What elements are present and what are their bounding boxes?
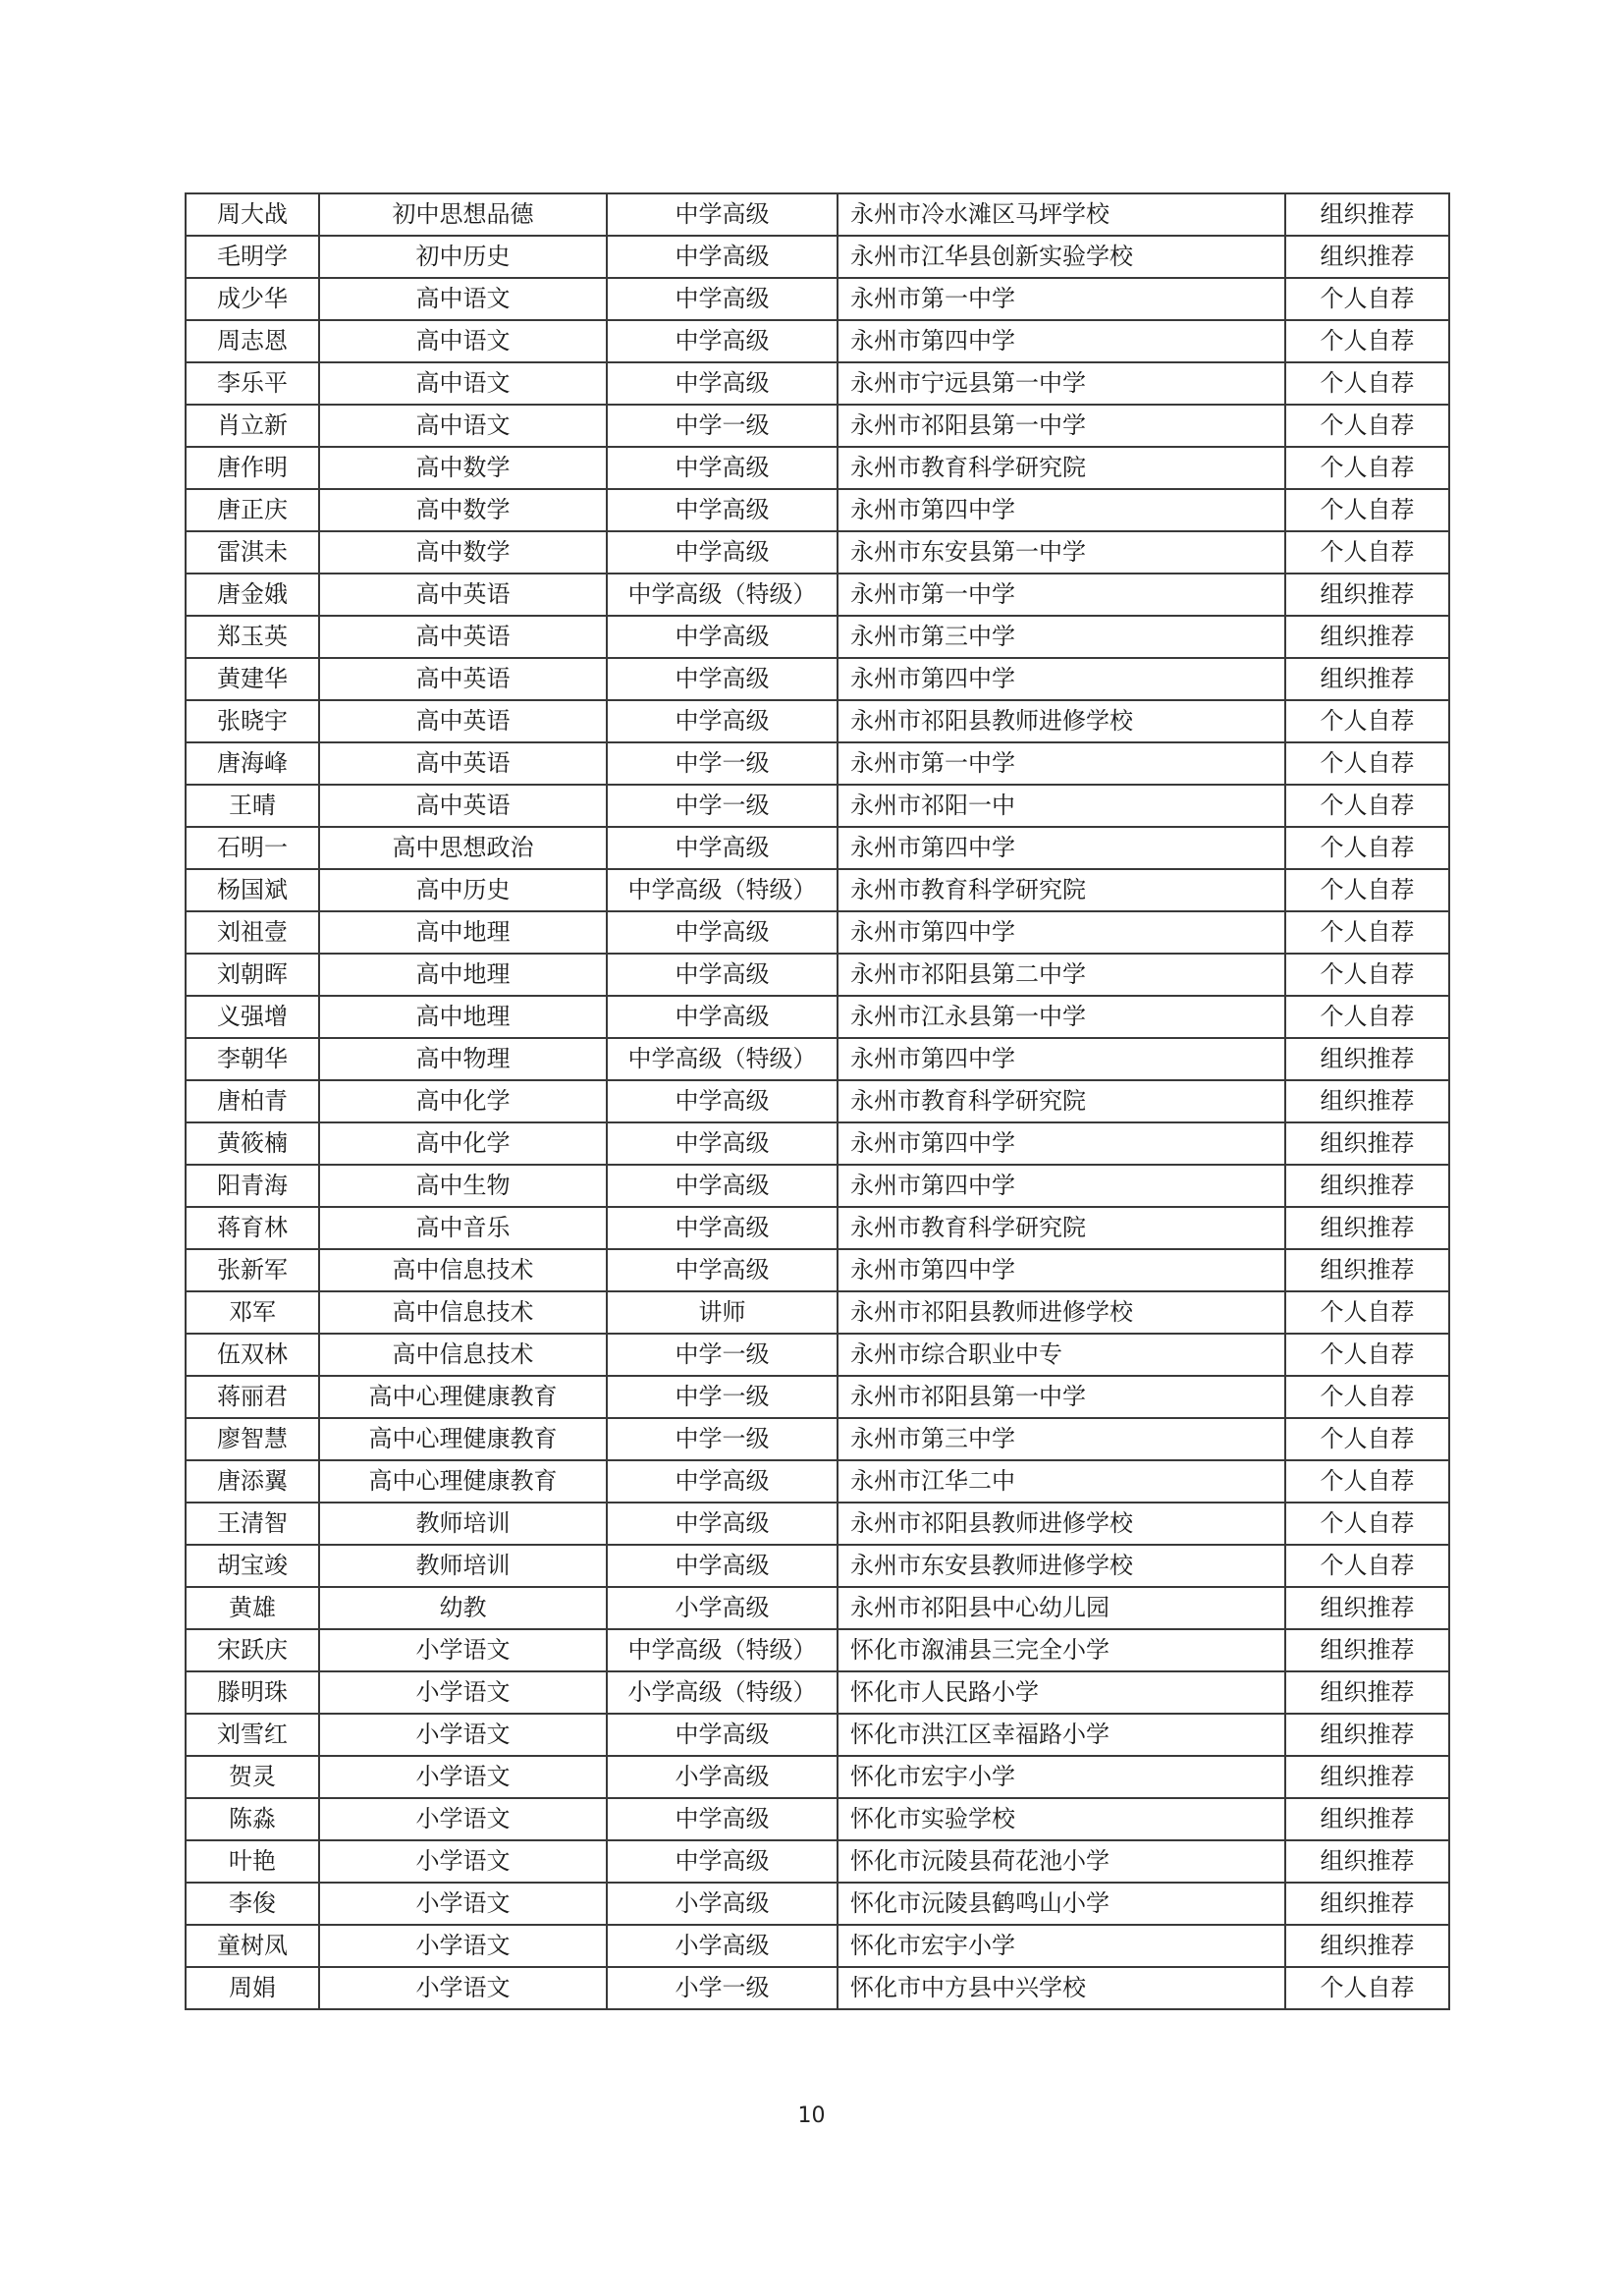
- cell-unit: 永州市祁阳县教师进修学校: [838, 1503, 1285, 1545]
- cell-type: 个人自荐: [1285, 1503, 1449, 1545]
- cell-unit: 永州市东安县教师进修学校: [838, 1545, 1285, 1587]
- cell-title: 中学高级: [607, 616, 838, 658]
- cell-name: 周志恩: [186, 320, 319, 362]
- cell-title: 小学一级: [607, 1967, 838, 2009]
- table-row: [186, 278, 1449, 320]
- table-row: [186, 1207, 1449, 1249]
- cell-subject: 教师培训: [319, 1545, 607, 1587]
- cell-unit: 怀化市人民路小学: [838, 1671, 1285, 1714]
- cell-subject: 小学语文: [319, 1714, 607, 1756]
- cell-subject: 高中数学: [319, 531, 607, 574]
- cell-name: 石明一: [186, 827, 319, 869]
- cell-unit: 怀化市沅陵县荷花池小学: [838, 1840, 1285, 1883]
- cell-title: 中学高级: [607, 1714, 838, 1756]
- cell-type: 个人自荐: [1285, 869, 1449, 911]
- table-row: [186, 1545, 1449, 1587]
- cell-title: 中学高级: [607, 996, 838, 1038]
- cell-subject: 小学语文: [319, 1840, 607, 1883]
- cell-name: 叶艳: [186, 1840, 319, 1883]
- cell-unit: 永州市祁阳县中心幼儿园: [838, 1587, 1285, 1629]
- cell-unit: 永州市第一中学: [838, 742, 1285, 785]
- cell-unit: 永州市冷水滩区马坪学校: [838, 193, 1285, 236]
- table-row: [186, 1925, 1449, 1967]
- cell-title: 中学高级（特级）: [607, 1038, 838, 1080]
- cell-name: 杨国斌: [186, 869, 319, 911]
- cell-name: 周大战: [186, 193, 319, 236]
- cell-unit: 永州市综合职业中专: [838, 1334, 1285, 1376]
- cell-unit: 永州市第三中学: [838, 616, 1285, 658]
- cell-title: 小学高级: [607, 1587, 838, 1629]
- cell-unit: 永州市第四中学: [838, 911, 1285, 954]
- cell-title: 中学一级: [607, 1334, 838, 1376]
- cell-subject: 小学语文: [319, 1883, 607, 1925]
- cell-title: 中学一级: [607, 1376, 838, 1418]
- cell-subject: 小学语文: [319, 1671, 607, 1714]
- cell-name: 邓军: [186, 1291, 319, 1334]
- table-row: [186, 785, 1449, 827]
- cell-type: 组织推荐: [1285, 1165, 1449, 1207]
- table-row: [186, 1376, 1449, 1418]
- cell-name: 李乐平: [186, 362, 319, 405]
- cell-title: 中学高级: [607, 193, 838, 236]
- cell-type: 个人自荐: [1285, 320, 1449, 362]
- cell-title: 中学高级: [607, 531, 838, 574]
- cell-title: 中学高级: [607, 658, 838, 700]
- cell-subject: 高中数学: [319, 489, 607, 531]
- table-row: [186, 616, 1449, 658]
- table-row: [186, 1249, 1449, 1291]
- cell-name: 伍双林: [186, 1334, 319, 1376]
- cell-title: 中学一级: [607, 785, 838, 827]
- cell-title: 中学高级: [607, 447, 838, 489]
- cell-title: 中学高级: [607, 489, 838, 531]
- cell-title: 中学高级: [607, 827, 838, 869]
- cell-unit: 怀化市宏宇小学: [838, 1756, 1285, 1798]
- cell-type: 个人自荐: [1285, 700, 1449, 742]
- cell-type: 个人自荐: [1285, 911, 1449, 954]
- cell-subject: 高中信息技术: [319, 1291, 607, 1334]
- cell-name: 黄筱楠: [186, 1122, 319, 1165]
- cell-name: 唐海峰: [186, 742, 319, 785]
- cell-title: 中学一级: [607, 1418, 838, 1460]
- cell-unit: 怀化市宏宇小学: [838, 1925, 1285, 1967]
- table-row: [186, 1503, 1449, 1545]
- cell-subject: 幼教: [319, 1587, 607, 1629]
- table-row: [186, 1967, 1449, 2009]
- cell-title: 中学高级（特级）: [607, 574, 838, 616]
- cell-title: 中学高级（特级）: [607, 869, 838, 911]
- cell-name: 黄雄: [186, 1587, 319, 1629]
- cell-subject: 高中心理健康教育: [319, 1418, 607, 1460]
- table-row: [186, 1587, 1449, 1629]
- cell-name: 刘雪红: [186, 1714, 319, 1756]
- cell-unit: 永州市宁远县第一中学: [838, 362, 1285, 405]
- cell-type: 组织推荐: [1285, 1925, 1449, 1967]
- cell-type: 组织推荐: [1285, 193, 1449, 236]
- table-row: [186, 1798, 1449, 1840]
- cell-title: 小学高级: [607, 1883, 838, 1925]
- cell-subject: 高中地理: [319, 996, 607, 1038]
- table-row: [186, 1038, 1449, 1080]
- cell-type: 组织推荐: [1285, 616, 1449, 658]
- cell-name: 李朝华: [186, 1038, 319, 1080]
- cell-unit: 怀化市中方县中兴学校: [838, 1967, 1285, 2009]
- cell-title: 中学高级: [607, 1840, 838, 1883]
- cell-name: 雷淇未: [186, 531, 319, 574]
- cell-title: 中学高级: [607, 911, 838, 954]
- cell-unit: 永州市第四中学: [838, 827, 1285, 869]
- cell-subject: 高中化学: [319, 1122, 607, 1165]
- cell-subject: 高中生物: [319, 1165, 607, 1207]
- cell-subject: 高中语文: [319, 278, 607, 320]
- table-row: [186, 996, 1449, 1038]
- cell-name: 唐金娥: [186, 574, 319, 616]
- cell-name: 肖立新: [186, 405, 319, 447]
- cell-type: 个人自荐: [1285, 827, 1449, 869]
- cell-type: 个人自荐: [1285, 996, 1449, 1038]
- cell-type: 组织推荐: [1285, 1714, 1449, 1756]
- table-row: [186, 1165, 1449, 1207]
- cell-type: 个人自荐: [1285, 742, 1449, 785]
- table-row: [186, 742, 1449, 785]
- cell-name: 周娟: [186, 1967, 319, 2009]
- cell-title: 中学高级: [607, 1080, 838, 1122]
- cell-unit: 怀化市溆浦县三完全小学: [838, 1629, 1285, 1671]
- cell-name: 蒋丽君: [186, 1376, 319, 1418]
- table-row: [186, 447, 1449, 489]
- cell-type: 组织推荐: [1285, 1629, 1449, 1671]
- cell-name: 黄建华: [186, 658, 319, 700]
- cell-title: 中学一级: [607, 742, 838, 785]
- cell-name: 宋跃庆: [186, 1629, 319, 1671]
- cell-unit: 永州市祁阳县第一中学: [838, 1376, 1285, 1418]
- cell-type: 个人自荐: [1285, 1460, 1449, 1503]
- cell-type: 组织推荐: [1285, 1587, 1449, 1629]
- cell-unit: 永州市第四中学: [838, 489, 1285, 531]
- cell-subject: 高中地理: [319, 954, 607, 996]
- cell-name: 廖智慧: [186, 1418, 319, 1460]
- cell-name: 滕明珠: [186, 1671, 319, 1714]
- cell-subject: 高中历史: [319, 869, 607, 911]
- table-row: [186, 1756, 1449, 1798]
- cell-type: 个人自荐: [1285, 1967, 1449, 2009]
- cell-subject: 高中化学: [319, 1080, 607, 1122]
- table-row: [186, 911, 1449, 954]
- cell-title: 小学高级: [607, 1756, 838, 1798]
- cell-type: 个人自荐: [1285, 1418, 1449, 1460]
- cell-type: 个人自荐: [1285, 362, 1449, 405]
- cell-name: 李俊: [186, 1883, 319, 1925]
- cell-subject: 小学语文: [319, 1798, 607, 1840]
- cell-subject: 高中心理健康教育: [319, 1376, 607, 1418]
- cell-subject: 小学语文: [319, 1629, 607, 1671]
- cell-type: 个人自荐: [1285, 1291, 1449, 1334]
- cell-name: 阳青海: [186, 1165, 319, 1207]
- cell-type: 个人自荐: [1285, 1545, 1449, 1587]
- table-row: [186, 1418, 1449, 1460]
- cell-type: 组织推荐: [1285, 1038, 1449, 1080]
- table-row: [186, 574, 1449, 616]
- cell-name: 张新军: [186, 1249, 319, 1291]
- cell-name: 童树凤: [186, 1925, 319, 1967]
- cell-unit: 永州市第一中学: [838, 278, 1285, 320]
- cell-name: 毛明学: [186, 236, 319, 278]
- cell-title: 中学高级: [607, 700, 838, 742]
- cell-subject: 高中思想政治: [319, 827, 607, 869]
- cell-type: 组织推荐: [1285, 1249, 1449, 1291]
- cell-title: 中学高级: [607, 236, 838, 278]
- table-row: [186, 1629, 1449, 1671]
- cell-title: 中学高级: [607, 362, 838, 405]
- cell-name: 义强增: [186, 996, 319, 1038]
- cell-type: 个人自荐: [1285, 954, 1449, 996]
- cell-unit: 永州市江华二中: [838, 1460, 1285, 1503]
- cell-type: 个人自荐: [1285, 405, 1449, 447]
- cell-subject: 小学语文: [319, 1967, 607, 2009]
- cell-subject: 初中历史: [319, 236, 607, 278]
- cell-title: 中学高级: [607, 1122, 838, 1165]
- cell-unit: 永州市东安县第一中学: [838, 531, 1285, 574]
- cell-type: 个人自荐: [1285, 1376, 1449, 1418]
- cell-type: 组织推荐: [1285, 1207, 1449, 1249]
- cell-unit: 永州市祁阳县第一中学: [838, 405, 1285, 447]
- cell-type: 个人自荐: [1285, 489, 1449, 531]
- cell-name: 蒋育林: [186, 1207, 319, 1249]
- cell-title: 中学高级: [607, 1503, 838, 1545]
- page-number: 10: [797, 2104, 826, 2128]
- cell-title: 中学一级: [607, 405, 838, 447]
- table-row: [186, 869, 1449, 911]
- cell-subject: 教师培训: [319, 1503, 607, 1545]
- table-row: [186, 1671, 1449, 1714]
- cell-name: 刘祖壹: [186, 911, 319, 954]
- table-row: [186, 1080, 1449, 1122]
- cell-unit: 永州市祁阳县教师进修学校: [838, 700, 1285, 742]
- cell-subject: 高中语文: [319, 405, 607, 447]
- cell-name: 胡宝竣: [186, 1545, 319, 1587]
- cell-subject: 高中语文: [319, 320, 607, 362]
- cell-subject: 高中英语: [319, 616, 607, 658]
- roster-table: [185, 192, 1450, 2010]
- table-row: [186, 193, 1449, 236]
- cell-unit: 怀化市实验学校: [838, 1798, 1285, 1840]
- table-row: [186, 531, 1449, 574]
- cell-type: 组织推荐: [1285, 236, 1449, 278]
- cell-type: 组织推荐: [1285, 1122, 1449, 1165]
- cell-name: 王晴: [186, 785, 319, 827]
- table-row: [186, 1883, 1449, 1925]
- cell-unit: 永州市教育科学研究院: [838, 1207, 1285, 1249]
- cell-unit: 永州市第四中学: [838, 1165, 1285, 1207]
- cell-type: 个人自荐: [1285, 785, 1449, 827]
- cell-unit: 永州市江华县创新实验学校: [838, 236, 1285, 278]
- table-row: [186, 827, 1449, 869]
- cell-unit: 永州市第四中学: [838, 1249, 1285, 1291]
- cell-name: 陈淼: [186, 1798, 319, 1840]
- cell-title: 小学高级: [607, 1925, 838, 1967]
- cell-name: 张晓宇: [186, 700, 319, 742]
- cell-title: 中学高级: [607, 1207, 838, 1249]
- cell-subject: 小学语文: [319, 1756, 607, 1798]
- table-row: [186, 1122, 1449, 1165]
- cell-title: 中学高级: [607, 320, 838, 362]
- table-row: [186, 1714, 1449, 1756]
- cell-unit: 永州市祁阳县第二中学: [838, 954, 1285, 996]
- cell-subject: 高中语文: [319, 362, 607, 405]
- table-row: [186, 236, 1449, 278]
- cell-unit: 永州市第四中学: [838, 1122, 1285, 1165]
- table-row: [186, 1460, 1449, 1503]
- cell-subject: 高中地理: [319, 911, 607, 954]
- cell-title: 中学高级: [607, 1460, 838, 1503]
- table-row: [186, 320, 1449, 362]
- cell-unit: 永州市第四中学: [838, 1038, 1285, 1080]
- table-row: [186, 1840, 1449, 1883]
- cell-type: 组织推荐: [1285, 658, 1449, 700]
- cell-unit: 永州市第三中学: [838, 1418, 1285, 1460]
- cell-subject: 小学语文: [319, 1925, 607, 1967]
- cell-unit: 永州市第一中学: [838, 574, 1285, 616]
- cell-type: 个人自荐: [1285, 447, 1449, 489]
- table-row: [186, 362, 1449, 405]
- cell-name: 唐作明: [186, 447, 319, 489]
- cell-unit: 永州市教育科学研究院: [838, 447, 1285, 489]
- cell-title: 中学高级: [607, 1545, 838, 1587]
- cell-unit: 永州市祁阳县教师进修学校: [838, 1291, 1285, 1334]
- table-row: [186, 489, 1449, 531]
- cell-unit: 永州市第四中学: [838, 658, 1285, 700]
- cell-name: 王清智: [186, 1503, 319, 1545]
- cell-title: 中学高级: [607, 1798, 838, 1840]
- cell-subject: 初中思想品德: [319, 193, 607, 236]
- cell-title: 中学高级: [607, 278, 838, 320]
- cell-name: 成少华: [186, 278, 319, 320]
- cell-name: 唐柏青: [186, 1080, 319, 1122]
- cell-name: 唐正庆: [186, 489, 319, 531]
- roster-body: [186, 193, 1449, 2009]
- cell-type: 个人自荐: [1285, 531, 1449, 574]
- cell-title: 讲师: [607, 1291, 838, 1334]
- cell-unit: 永州市教育科学研究院: [838, 1080, 1285, 1122]
- cell-title: 中学高级（特级）: [607, 1629, 838, 1671]
- cell-unit: 永州市教育科学研究院: [838, 869, 1285, 911]
- cell-type: 个人自荐: [1285, 278, 1449, 320]
- cell-type: 组织推荐: [1285, 574, 1449, 616]
- cell-type: 组织推荐: [1285, 1883, 1449, 1925]
- cell-subject: 高中英语: [319, 742, 607, 785]
- cell-title: 中学高级: [607, 1165, 838, 1207]
- cell-name: 郑玉英: [186, 616, 319, 658]
- cell-type: 组织推荐: [1285, 1756, 1449, 1798]
- cell-subject: 高中英语: [319, 658, 607, 700]
- cell-subject: 高中信息技术: [319, 1249, 607, 1291]
- cell-type: 组织推荐: [1285, 1080, 1449, 1122]
- cell-subject: 高中物理: [319, 1038, 607, 1080]
- cell-subject: 高中英语: [319, 574, 607, 616]
- cell-type: 组织推荐: [1285, 1840, 1449, 1883]
- table-row: [186, 1291, 1449, 1334]
- table-row: [186, 658, 1449, 700]
- cell-name: 贺灵: [186, 1756, 319, 1798]
- cell-title: 中学高级: [607, 954, 838, 996]
- table-row: [186, 405, 1449, 447]
- cell-subject: 高中音乐: [319, 1207, 607, 1249]
- cell-name: 唐添翼: [186, 1460, 319, 1503]
- cell-type: 组织推荐: [1285, 1798, 1449, 1840]
- cell-type: 组织推荐: [1285, 1671, 1449, 1714]
- cell-subject: 高中英语: [319, 700, 607, 742]
- cell-subject: 高中心理健康教育: [319, 1460, 607, 1503]
- table-row: [186, 1334, 1449, 1376]
- table-row: [186, 954, 1449, 996]
- cell-type: 个人自荐: [1285, 1334, 1449, 1376]
- cell-subject: 高中英语: [319, 785, 607, 827]
- cell-name: 刘朝晖: [186, 954, 319, 996]
- cell-unit: 怀化市沅陵县鹤鸣山小学: [838, 1883, 1285, 1925]
- cell-unit: 永州市第四中学: [838, 320, 1285, 362]
- cell-unit: 怀化市洪江区幸福路小学: [838, 1714, 1285, 1756]
- cell-unit: 永州市江永县第一中学: [838, 996, 1285, 1038]
- cell-subject: 高中数学: [319, 447, 607, 489]
- cell-title: 中学高级: [607, 1249, 838, 1291]
- cell-unit: 永州市祁阳一中: [838, 785, 1285, 827]
- cell-subject: 高中信息技术: [319, 1334, 607, 1376]
- cell-title: 小学高级（特级）: [607, 1671, 838, 1714]
- table-row: [186, 700, 1449, 742]
